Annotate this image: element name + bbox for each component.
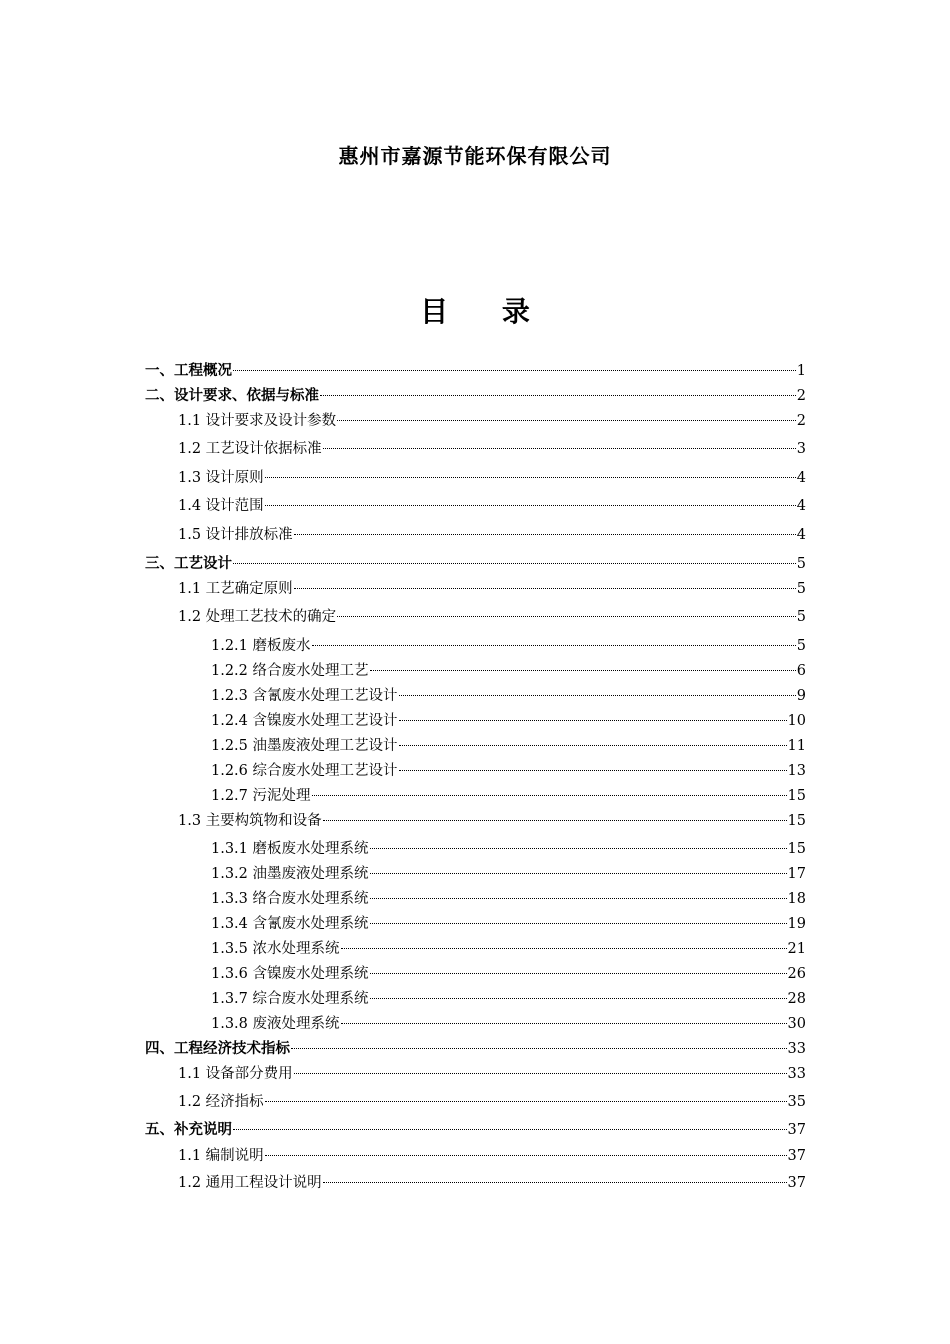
toc-dot-leader [323, 448, 796, 449]
toc-dot-leader [265, 1155, 787, 1156]
toc-entry[interactable] [145, 360, 806, 382]
toc-entry-page-number: 37 [787, 1148, 806, 1164]
toc-entry-page-number: 9 [796, 688, 806, 704]
toc-entry-label: 1.2 工艺设计依据标准 [178, 441, 322, 457]
toc-dot-leader [337, 616, 796, 617]
toc-entry-label: 1.1 编制说明 [178, 1148, 264, 1164]
toc-entry[interactable] [211, 760, 806, 782]
toc-dot-leader [341, 948, 787, 949]
toc-entry-page-number: 11 [787, 738, 806, 754]
toc-dot-leader [265, 477, 796, 478]
toc-dot-leader [323, 820, 787, 821]
toc-entry-label: 1.3.2 油墨废液处理系统 [211, 866, 369, 882]
toc-entry-page-number: 13 [787, 763, 806, 779]
toc-entry-label: 1.2.1 磨板废水 [211, 638, 311, 654]
toc-entry-label: 五、补充说明 [145, 1121, 232, 1138]
toc-entry-label: 1.2.5 油墨废液处理工艺设计 [211, 738, 398, 754]
toc-dot-leader [320, 395, 796, 396]
toc-dot-leader [294, 588, 796, 589]
toc-entry-label: 1.2 处理工艺技术的确定 [178, 609, 337, 625]
toc-entry[interactable] [178, 578, 806, 600]
toc-entry-label: 1.3 设计原则 [178, 470, 264, 486]
toc-entry-label: 1.3.8 废液处理系统 [211, 1016, 340, 1032]
toc-entry-page-number: 33 [787, 1041, 806, 1057]
toc-entry-label: 1.3.7 综合废水处理系统 [211, 991, 369, 1007]
toc-entry-page-number: 18 [787, 891, 806, 907]
toc-dot-leader [265, 1101, 787, 1102]
toc-dot-leader [370, 873, 787, 874]
toc-entry[interactable] [178, 1091, 806, 1113]
toc-entry-label: 四、工程经济技术指标 [145, 1040, 290, 1057]
toc-entry[interactable] [178, 1172, 806, 1194]
toc-entry-page-number: 33 [787, 1066, 806, 1082]
toc-entry[interactable] [145, 385, 806, 407]
toc-entry-page-number: 5 [796, 609, 806, 625]
toc-dot-leader [233, 370, 796, 371]
toc-entry-label: 1.3.3 络合废水处理系统 [211, 891, 369, 907]
toc-entry[interactable] [178, 524, 806, 546]
toc-dot-leader [341, 1023, 787, 1024]
toc-dot-leader [233, 563, 796, 564]
toc-entry[interactable] [211, 785, 806, 807]
toc-entry[interactable] [211, 888, 806, 910]
toc-dot-leader [399, 720, 787, 721]
toc-entry-page-number: 5 [796, 556, 806, 572]
toc-entry-label: 1.2.7 污泥处理 [211, 788, 311, 804]
toc-entry-page-number: 17 [787, 866, 806, 882]
toc-entry-label: 1.1 设计要求及设计参数 [178, 413, 337, 429]
toc-entry[interactable] [211, 685, 806, 707]
toc-dot-leader [323, 1182, 787, 1183]
toc-entry[interactable] [211, 988, 806, 1010]
toc-entry-page-number: 3 [796, 441, 806, 457]
toc-entry-page-number: 30 [787, 1016, 806, 1032]
toc-entry-page-number: 1 [796, 363, 806, 379]
toc-entry[interactable] [145, 1038, 806, 1060]
toc-entry-label: 一、工程概况 [145, 362, 232, 379]
toc-entry-label: 1.3.5 浓水处理系统 [211, 941, 340, 957]
toc-entry[interactable] [211, 838, 806, 860]
toc-entry-label: 1.4 设计范围 [178, 498, 264, 514]
toc-entry-page-number: 2 [796, 413, 806, 429]
toc-entry[interactable] [211, 660, 806, 682]
toc-entry-label: 1.1 设备部分费用 [178, 1066, 293, 1082]
toc-entry-page-number: 26 [787, 966, 806, 982]
toc-entry-label: 1.5 设计排放标准 [178, 527, 293, 543]
toc-entry[interactable] [178, 810, 806, 832]
toc-entry[interactable] [211, 863, 806, 885]
toc-entry-page-number: 5 [796, 638, 806, 654]
toc-entry-label: 1.2 通用工程设计说明 [178, 1175, 322, 1191]
toc-entry[interactable] [178, 1145, 806, 1167]
toc-entry-page-number: 4 [796, 470, 806, 486]
toc-entry-label: 1.1 工艺确定原则 [178, 581, 293, 597]
toc-dot-leader [370, 848, 787, 849]
toc-entry-page-number: 37 [787, 1122, 806, 1138]
toc-dot-leader [399, 770, 787, 771]
toc-entry[interactable] [211, 1013, 806, 1035]
toc-entry-page-number: 15 [787, 841, 806, 857]
toc-entry-page-number: 15 [787, 788, 806, 804]
toc-entry-label: 1.3.6 含镍废水处理系统 [211, 966, 369, 982]
toc-entry[interactable] [211, 735, 806, 757]
toc-entry[interactable] [178, 606, 806, 628]
toc-dot-leader [370, 973, 787, 974]
toc-dot-leader [294, 534, 796, 535]
toc-entry-label: 1.2.2 络合废水处理工艺 [211, 663, 369, 679]
toc-dot-leader [370, 923, 787, 924]
toc-entry[interactable] [178, 1063, 806, 1085]
toc-entry-page-number: 10 [787, 713, 806, 729]
toc-entry-label: 1.2.3 含氰废水处理工艺设计 [211, 688, 398, 704]
toc-entry[interactable] [145, 553, 806, 575]
toc-entry[interactable] [211, 913, 806, 935]
toc-dot-leader [337, 420, 796, 421]
toc-entry-page-number: 15 [787, 813, 806, 829]
toc-entry-label: 1.2.4 含镍废水处理工艺设计 [211, 713, 398, 729]
toc-entry-label: 1.3.1 磨板废水处理系统 [211, 841, 369, 857]
toc-entry-label: 1.2 经济指标 [178, 1094, 264, 1110]
toc-dot-leader [399, 745, 787, 746]
toc-entry[interactable] [178, 495, 806, 517]
toc-entry[interactable] [211, 710, 806, 732]
toc-entry-label: 二、设计要求、依据与标准 [145, 387, 319, 404]
toc-entry-page-number: 4 [796, 498, 806, 514]
toc-entry-label: 三、工艺设计 [145, 555, 232, 572]
toc-entry[interactable] [211, 635, 806, 657]
toc-entry-label: 1.3.4 含氰废水处理系统 [211, 916, 369, 932]
toc-entry-page-number: 5 [796, 581, 806, 597]
toc-dot-leader [291, 1048, 787, 1049]
toc-dot-leader [312, 645, 796, 646]
toc-entry[interactable] [211, 963, 806, 985]
toc-entry[interactable] [178, 467, 806, 489]
toc-entry-page-number: 2 [796, 388, 806, 404]
toc-entry-label: 1.3 主要构筑物和设备 [178, 813, 322, 829]
toc-entry-page-number: 28 [787, 991, 806, 1007]
toc-dot-leader [370, 898, 787, 899]
toc-entry-page-number: 21 [787, 941, 806, 957]
toc-dot-leader [233, 1129, 787, 1130]
toc-entry-page-number: 6 [796, 663, 806, 679]
toc-entry-page-number: 35 [787, 1094, 806, 1110]
toc-dot-leader [265, 505, 796, 506]
toc-dot-leader [312, 795, 787, 796]
toc-entry[interactable] [178, 410, 806, 432]
toc-dot-leader [370, 998, 787, 999]
toc-entry[interactable] [145, 1119, 806, 1141]
toc-dot-leader [399, 695, 796, 696]
toc-entry-page-number: 37 [787, 1175, 806, 1191]
toc-entry-page-number: 19 [787, 916, 806, 932]
toc-entry[interactable] [178, 438, 806, 460]
toc-dot-leader [370, 670, 796, 671]
company-name: 惠州市嘉源节能环保有限公司 [338, 144, 612, 168]
toc-entry-label: 1.2.6 综合废水处理工艺设计 [211, 763, 398, 779]
toc-dot-leader [294, 1073, 787, 1074]
toc-entry-page-number: 4 [796, 527, 806, 543]
toc-title: 目 录 [420, 295, 552, 328]
toc-entry[interactable] [211, 938, 806, 960]
